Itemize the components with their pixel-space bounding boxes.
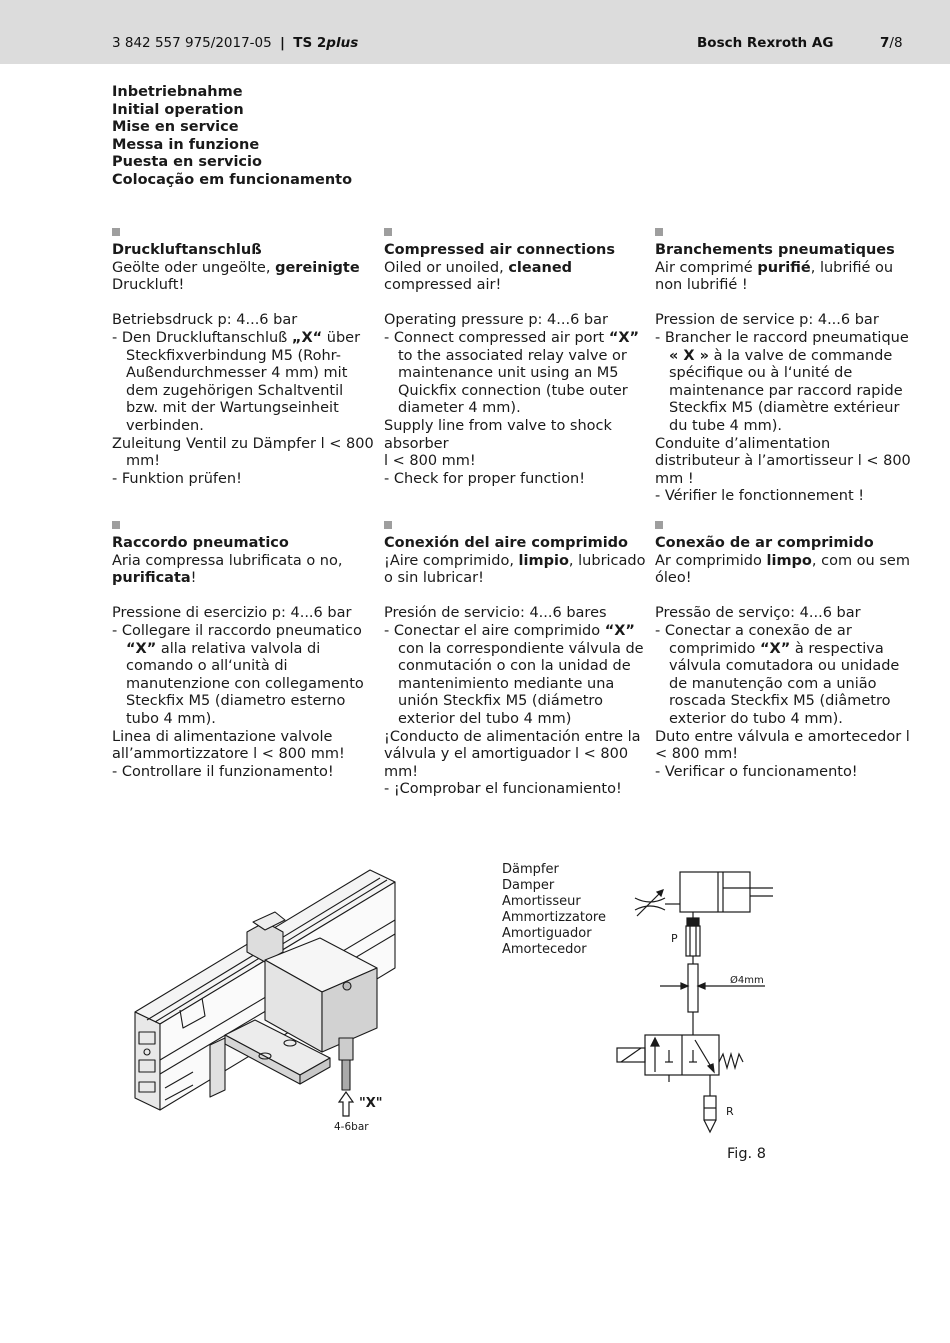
pressure-range-label: 4-6bar xyxy=(334,1121,369,1133)
step-connect: - Connect compressed air port “X” to the associated relay valve or maintenance unit using an M5 Quickfix connection (tube outer diameter 4 mm). xyxy=(384,329,640,417)
intro-text: Ar comprimido limpo, com ou sem óleo! xyxy=(655,552,910,587)
supply-line-limit: l < 800 mm! xyxy=(384,453,476,470)
bullet-square xyxy=(655,521,663,529)
title-en: Initial operation xyxy=(112,101,244,118)
tube-diameter-label: Ø4mm xyxy=(730,975,764,986)
step-connect: - Den Druckluftanschluß „X“ über Steckfixverbindung M5 (Rohr-Außendurchmesser 4 mm) mit dem zugehörigen Schaltventil bzw. mit der Wartungseinheit verbinden. xyxy=(112,329,361,434)
step-check: - Verificar o funcionamento! xyxy=(655,763,858,780)
step-connect: - Conectar el aire comprimido “X” con la correspondiente válvula de conmutación o con la unidad de mantenimiento mediante una unión Steckfix M5 (diámetro exterior del tubo 4 mm) xyxy=(384,622,644,727)
intro-text: Air comprimé purifié, lubrifié ou non lubrifié ! xyxy=(655,259,894,294)
intro-text: Geölte oder ungeölte, gereinigte Druckluft! xyxy=(112,259,360,294)
section-heading: Branchements pneumatiques xyxy=(655,242,895,258)
title-es: Puesta en servicio xyxy=(112,154,262,171)
pressure-text: Presión de servicio: 4...6 bares xyxy=(384,605,607,622)
section-portuguese xyxy=(655,521,917,781)
port-p-label: P xyxy=(671,932,678,945)
title-fr: Mise en service xyxy=(112,119,239,136)
section-french xyxy=(655,228,917,506)
page-header xyxy=(0,0,950,64)
pressure-text: Pressão de serviço: 4...6 bar xyxy=(655,605,861,622)
title-pt: Colocação em funcionamento xyxy=(112,171,353,188)
section-german xyxy=(112,228,374,488)
step-check: - ¡Comprobar el funcionamiento! xyxy=(384,781,622,798)
pneumatic-schematic xyxy=(605,860,795,1145)
damper-label-en: Damper xyxy=(502,878,555,893)
section-heading: Conexión del aire comprimido xyxy=(384,535,629,551)
port-r-label: R xyxy=(726,1105,734,1118)
step-check: - Controllare il funzionamento! xyxy=(112,763,334,780)
damper-label-pt: Amortecedor xyxy=(502,942,587,957)
section-heading: Druckluftanschluß xyxy=(112,242,262,258)
section-heading: Compressed air connections xyxy=(384,242,616,258)
damper-labels xyxy=(502,862,606,958)
damper-assembly-illustration xyxy=(125,860,425,1140)
figure-caption: Fig. 8 xyxy=(727,1146,766,1162)
supply-line-text: Supply line from valve to shock absorber xyxy=(384,417,612,452)
title-de: Inbetriebnahme xyxy=(112,84,243,100)
port-x-label: "X" xyxy=(359,1096,383,1111)
step-connect: - Conectar a conexão de ar comprimido “X” à respectiva válvula comutadora ou unidade de manutenção com a união roscada Steckfix M5 (diâmetro exterior do tubo 4 mm). xyxy=(655,622,900,727)
intro-text: Aria compressa lubrificata o no, purificata! xyxy=(112,552,343,587)
pressure-text: Betriebsdruck p: 4...6 bar xyxy=(112,312,298,329)
step-check: - Funktion prüfen! xyxy=(112,470,242,487)
step-connect: - Collegare il raccordo pneumatico “X” alla relativa valvola di comando o all‘unità di manutenzione con collegamento Steckfix M5 (diametro esterno tubo 4 mm). xyxy=(112,622,364,727)
damper-label-fr: Amortisseur xyxy=(502,894,581,909)
section-spanish xyxy=(384,521,646,799)
header-doc-ref xyxy=(112,35,358,51)
bullet-square xyxy=(655,228,663,236)
intro-text: ¡Aire comprimido, limpio, lubricado o sin lubricar! xyxy=(384,552,646,587)
doc-number: 3 842 557 975/2017-05 xyxy=(112,35,272,51)
section-heading: Raccordo pneumatico xyxy=(112,535,289,551)
bullet-square xyxy=(384,521,392,529)
bullet-square xyxy=(112,228,120,236)
bullet-square xyxy=(112,521,120,529)
step-check: - Check for proper function! xyxy=(384,470,586,487)
page-total: /8 xyxy=(889,35,903,51)
damper-label-it: Ammortizzatore xyxy=(502,910,606,925)
title-it: Messa in funzione xyxy=(112,136,260,153)
product-suffix: plus xyxy=(326,35,359,51)
pressure-text: Pression de service p: 4...6 bar xyxy=(655,312,879,329)
supply-line-text: Linea di alimentazione valvole all’ammortizzatore l < 800 mm! xyxy=(112,728,345,763)
section-english xyxy=(384,228,646,488)
supply-line-text: Zuleitung Ventil zu Dämpfer l < 800 mm! xyxy=(112,435,374,470)
pressure-text: Operating pressure p: 4...6 bar xyxy=(384,312,608,329)
supply-line-text: Duto entre válvula e amortecedor l < 800 mm! xyxy=(655,728,910,763)
page-current: 7 xyxy=(880,35,890,51)
supply-line-text: ¡Conducto de alimentación entre la válvula y el amortiguador l < 800 mm! xyxy=(384,728,641,780)
intro-text: Oiled or unoiled, cleaned compressed air! xyxy=(384,259,573,294)
company-name: Bosch Rexroth AG xyxy=(697,35,834,51)
product-prefix: TS 2 xyxy=(293,35,327,51)
section-titles xyxy=(112,84,352,190)
section-heading: Conexão de ar comprimido xyxy=(655,535,874,551)
step-check: - Vérifier le fonctionnement ! xyxy=(655,488,865,505)
supply-line-text: Conduite d’alimentation distributeur à l’amortisseur l < 800 mm ! xyxy=(655,435,911,487)
damper-label-es: Amortiguador xyxy=(502,926,592,941)
header-separator: | xyxy=(280,35,285,51)
step-connect: - Brancher le raccord pneumatique « X » à la valve de commande spécifique ou à l‘unité de maintenance par raccord rapide Steckfix M5 (diamètre extérieur du tube 4 mm). xyxy=(655,329,909,434)
bullet-square xyxy=(384,228,392,236)
pressure-text: Pressione di esercizio p: 4...6 bar xyxy=(112,605,352,622)
damper-label-de: Dämpfer xyxy=(502,862,559,877)
page-number xyxy=(880,35,903,51)
section-italian xyxy=(112,521,374,781)
